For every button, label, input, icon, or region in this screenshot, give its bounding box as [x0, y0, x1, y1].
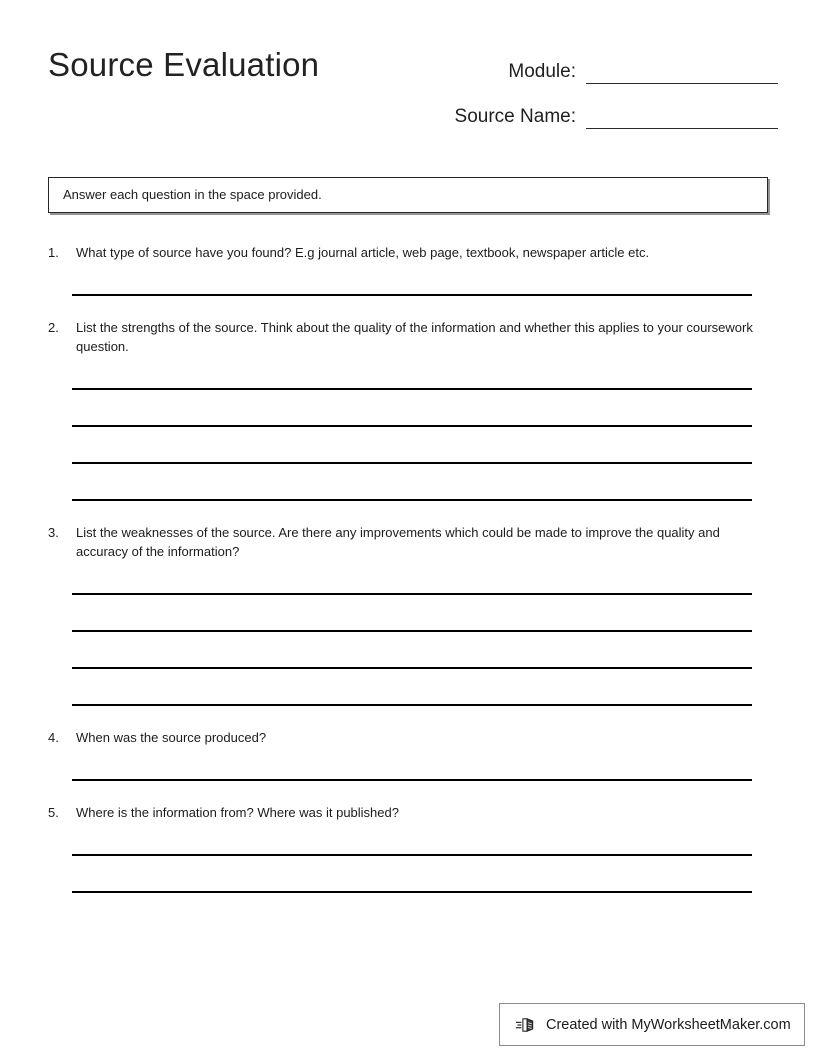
question-list	[48, 243, 768, 893]
spacer	[48, 296, 768, 318]
question-heading	[48, 803, 768, 822]
answer-lines-5	[72, 822, 752, 893]
answer-line[interactable]	[72, 669, 752, 706]
answer-lines-3	[72, 561, 752, 706]
answer-lines-2	[72, 356, 752, 501]
module-field-label: Module:	[508, 61, 576, 82]
question-number: 4.	[48, 730, 59, 745]
source-name-field-label: Source Name:	[454, 106, 576, 127]
question-heading	[48, 243, 768, 262]
question-heading	[48, 728, 768, 747]
answer-line[interactable]	[72, 427, 752, 464]
question-text: Where is the information from? Where was it published?	[76, 805, 399, 820]
question-heading	[48, 318, 768, 356]
source-name-field-row	[378, 99, 778, 129]
question-item-3	[48, 523, 768, 706]
answer-line[interactable]	[72, 561, 752, 595]
module-field-row	[378, 54, 778, 84]
source-name-field-input[interactable]	[586, 106, 778, 129]
instruction-text: Answer each question in the space provided.	[63, 187, 322, 202]
question-number: 2.	[48, 320, 59, 335]
question-text: List the strengths of the source. Think about the quality of the information and whether this applies to your coursework question.	[76, 320, 753, 354]
answer-line[interactable]	[72, 822, 752, 856]
spacer	[48, 501, 768, 523]
question-item-5	[48, 803, 768, 893]
answer-line[interactable]	[72, 747, 752, 781]
answer-line[interactable]	[72, 856, 752, 893]
instruction-box	[48, 177, 768, 213]
question-number: 3.	[48, 525, 59, 540]
footer-badge[interactable]	[499, 1003, 805, 1046]
spacer	[48, 706, 768, 728]
question-number: 1.	[48, 245, 59, 260]
question-number: 5.	[48, 805, 59, 820]
question-text: List the weaknesses of the source. Are there any improvements which could be made to improve the quality and accuracy of the information?	[76, 525, 720, 559]
worksheet-header	[48, 42, 768, 152]
answer-line[interactable]	[72, 390, 752, 427]
question-text: What type of source have you found? E.g journal article, web page, textbook, newspaper article etc.	[76, 245, 650, 260]
question-item-4	[48, 728, 768, 781]
question-item-2	[48, 318, 768, 501]
spacer	[48, 781, 768, 803]
answer-line[interactable]	[72, 262, 752, 296]
question-heading	[48, 523, 768, 561]
answer-lines-1	[72, 262, 752, 296]
answer-line[interactable]	[72, 356, 752, 390]
answer-line[interactable]	[72, 464, 752, 501]
footer-badge-text: Created with MyWorksheetMaker.com	[546, 1016, 791, 1033]
page-title: Source Evaluation	[48, 46, 320, 83]
answer-lines-4	[72, 747, 752, 781]
question-item-1	[48, 243, 768, 296]
answer-line[interactable]	[72, 632, 752, 669]
module-field-input[interactable]	[586, 61, 778, 84]
worksheet-maker-logo-icon	[515, 1014, 537, 1036]
answer-line[interactable]	[72, 595, 752, 632]
question-text: When was the source produced?	[76, 730, 267, 745]
